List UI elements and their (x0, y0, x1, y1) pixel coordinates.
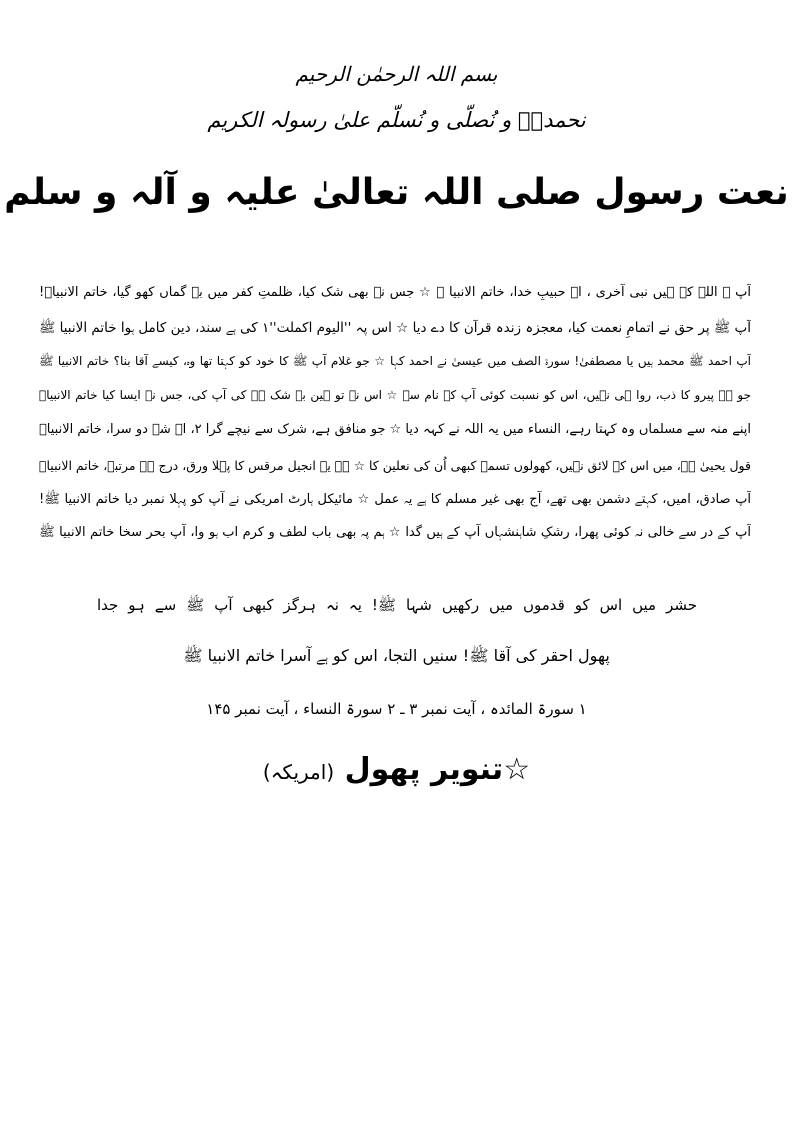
nahmaduhu-line: نحمدہٗ و نُصلّی و نُسلّم علیٰ رسولہ الکریم (207, 108, 586, 132)
verse-line-1: آپ ﷺ اللہ کے ہیں نبی آخری ، اے حبیبِ خدا، خاتم الانبیا ﷺ ☆ جس نے بھی شک کیا، ظلمتِ کفر میں بے گماں کھو گیا، خاتم الانبیاؐ! (39, 285, 751, 300)
author-origin: (امریکہ) (262, 760, 335, 784)
verse-line-2: آپ ﷺ پر حق نے اتمامِ نعمت کیا، معجزہ زندہ قرآن کا دے دیا ☆ اس پہ ''الیوم اکملت''۱ کی ہے سند، دین کامل ہوا خاتم الانبیا ﷺ (39, 320, 751, 336)
verse-line-5: اپنے منہ سے مسلماں وہ کہتا رہے، النساء میں یہ اللہ نے کہہ دیا ☆ جو منافق ہے، شرک سے نیچے گرا ۲، اے شہ دو سرا، خاتم الانبیاؐ (39, 422, 751, 437)
footnotes: ۱ سورۃ المائدہ ، آیت نمبر ۳ ـ ۲ سورۃ النساء ، آیت نمبر ۱۴۵ (206, 700, 587, 718)
bismillah: بسم اللہ الرحمٰن الرحیم (295, 62, 498, 86)
verse-line-3: آپ احمد ﷺ محمد ہیں یا مصطفیٰ! سورۃ الصف میں عیسیٰ نے احمد کہا ☆ جو غلام آپ ﷺ کا خود کو کہتا تھا وہ، کیسے آقا بنا؟ خاتم الانبیا ﷺ (39, 354, 751, 368)
author-name: تنویر پھول (344, 752, 504, 787)
closing-verse: پھول احقر کی آقا ﷺ! سنیں التجا، اس کو ہے آسرا خاتم الانبیا ﷺ (183, 646, 610, 665)
verse-line-6: قول یحییٰ ہے، میں اس کے لائق نہیں، کھولوں تسمہ کبھی اُن کی نعلین کا ☆ ہے یہ انجیل مرقس کا پہلا ورق، درج ہے مرتبہ، خاتم الانبیاؐ (39, 458, 751, 473)
star-icon: ☆ (503, 752, 531, 787)
verse-line-9: حشر میں اس کو قدموں میں رکھیں شہا ﷺ! یہ نہ ہرگز کبھی آپ ﷺ سے ہو جدا (97, 596, 697, 614)
verse-line-7: آپ صادق، امیں، کہتے دشمن بھی تھے، آج بھی غیر مسلم کا ہے یہ عمل ☆ مائیکل ہارٹ امریکی نے آپ کو پہلا نمبر دیا خاتم الانبیا ﷺ! (39, 492, 751, 507)
page-title: نعت رسول صلی اللہ تعالیٰ علیہ و آلہ و سلم (4, 172, 789, 213)
verse-line-4: جو ہے پیرو کا ذب، روا ہی نہیں، اس کو نسبت کوئی آپ کے نام سے ☆ اس نے تو ہین بے شک ہے کی آپ کی، جس نے ایسا کیا خاتم الانبیاؐ (39, 388, 751, 402)
verse-line-8: آپ کے در سے خالی نہ کوئی پھرا، رشکِ شاہنشہاں آپ کے ہیں گدا ☆ ہم پہ بھی باب لطف و کرم اب ہو وا، آپ بحر سخا خاتم الانبیا ﷺ (39, 525, 751, 540)
author-signature (0, 752, 793, 787)
